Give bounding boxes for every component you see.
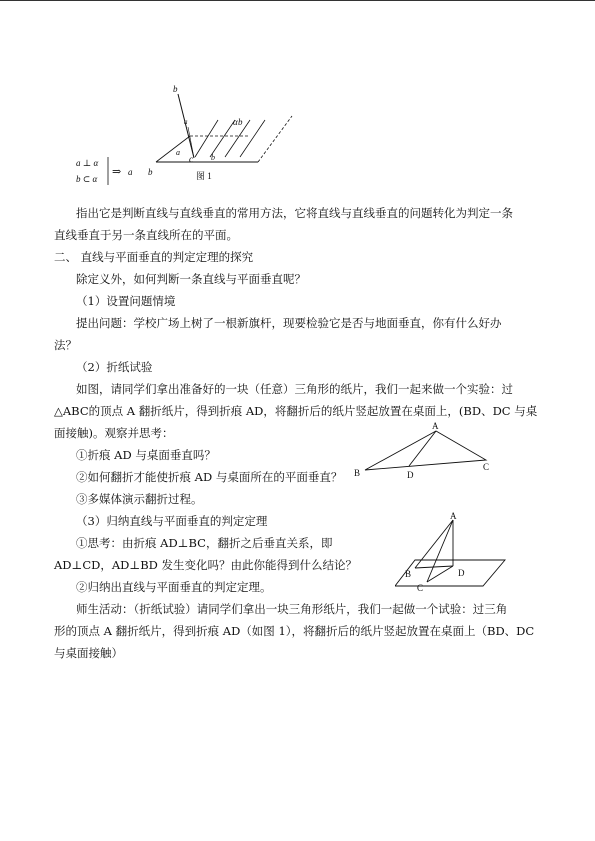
paragraph-2: 除定义外，如何判断一条直线与平面垂直呢？: [76, 272, 306, 286]
label-b-top: b: [173, 84, 178, 94]
plane-left-edge: [156, 136, 190, 162]
fold-ad: [409, 431, 436, 466]
conclusion-a: a: [128, 167, 133, 177]
question-2: ②如何翻折才能使折痕 AD 与桌面所在的平面垂直？: [76, 470, 343, 484]
condition-1: a ⊥ α: [76, 158, 99, 168]
subheading-1: （1）设置问题情境: [76, 294, 176, 308]
paragraph-4-line-1: 如图，请同学们拿出准备好的一块（任意）三角形的纸片，我们一起来做一个实验：过: [76, 382, 513, 396]
label-b-upper: b: [238, 117, 243, 127]
edge-AB: [415, 520, 453, 568]
paragraph-5-line-3: 与桌面接触）: [54, 646, 123, 660]
label-c-point: c: [189, 154, 193, 164]
section-heading-2: 二、 直线与平面垂直的判定定理的探究: [54, 250, 254, 264]
paragraph-5-line-2: 形的顶点 A 翻折纸片，得到折痕 AD（如图 1），将翻折后的纸片竖起放置在桌面上（BD、DC: [54, 624, 535, 638]
label-A: A: [432, 421, 439, 431]
triangle-abc: [365, 431, 486, 470]
parallel-line-2: [210, 120, 235, 157]
subheading-3: （3）归纳直线与平面垂直的判定定理: [76, 514, 268, 528]
edge-AC: [427, 520, 453, 582]
thinking-1-line-1: ①思考：由折痕 AD⊥BC，翻折之后垂直关系，即: [76, 536, 333, 550]
label-b-left: b: [148, 167, 153, 177]
thinking-1-line-2: AD⊥CD，AD⊥BD 发生变化吗？由此你能得到什么结论？: [54, 558, 358, 572]
paragraph-3-line-1: 提出问题：学校广场上树了一根新旗杆，现要检验它是否与地面垂直，你有什么好办: [76, 316, 502, 330]
label-b-mid: b: [211, 153, 215, 162]
question-1: ①折痕 AD 与桌面垂直吗？: [76, 448, 216, 462]
figure-line-plane-perpendicular: [70, 82, 310, 188]
paragraph-4-line-2: △ABC的顶点 A 翻折纸片，得到折痕 AD，将翻折后的纸片竖起放置在桌面上，(BD、DC 与桌: [54, 404, 538, 418]
label-a-top: a: [184, 118, 188, 126]
subheading-2: （2）折纸试验: [76, 360, 153, 374]
paragraph-1-line-1: 指出它是判断直线与直线垂直的常用方法，它将直线与直线垂直的问题转化为判定一条: [76, 206, 513, 220]
label-C: C: [417, 583, 424, 593]
figure-caption: 图 1: [196, 171, 212, 181]
label-D: D: [407, 470, 414, 480]
paragraph-5-line-1: 师生活动：（折纸试验）请同学们拿出一块三角形纸片，我们一起做一个试验：过三角: [76, 602, 508, 616]
question-3: ③多媒体演示翻折过程。: [76, 492, 203, 506]
top-rule: [0, 0, 595, 1]
paragraph-4-line-3: 面接触)。观察并思考：: [54, 426, 174, 440]
label-B: B: [405, 569, 412, 579]
label-alpha-top: α: [233, 117, 238, 127]
label-A: A: [450, 511, 457, 521]
label-C: C: [483, 462, 490, 472]
label-B: B: [354, 468, 361, 478]
figure-folded-paper-on-table: [395, 510, 510, 594]
thinking-2: ②归纳出直线与平面垂直的判定定理。: [76, 580, 272, 594]
parallel-line-4: [240, 120, 265, 157]
label-D: D: [458, 568, 465, 578]
figure-triangle-fold: [350, 420, 510, 484]
edge-CD: [427, 566, 453, 582]
implies-arrow: ⇒: [112, 166, 122, 178]
condition-2: b ⊂ α: [76, 174, 98, 184]
parallel-line-1: [195, 120, 218, 157]
paragraph-3-line-2: 法？: [54, 338, 77, 352]
paragraph-1-line-2: 直线垂直于另一条直线所在的平面。: [54, 228, 238, 242]
label-a-low: a: [176, 148, 180, 157]
table-plane: [395, 560, 505, 586]
line-a: [178, 94, 194, 158]
